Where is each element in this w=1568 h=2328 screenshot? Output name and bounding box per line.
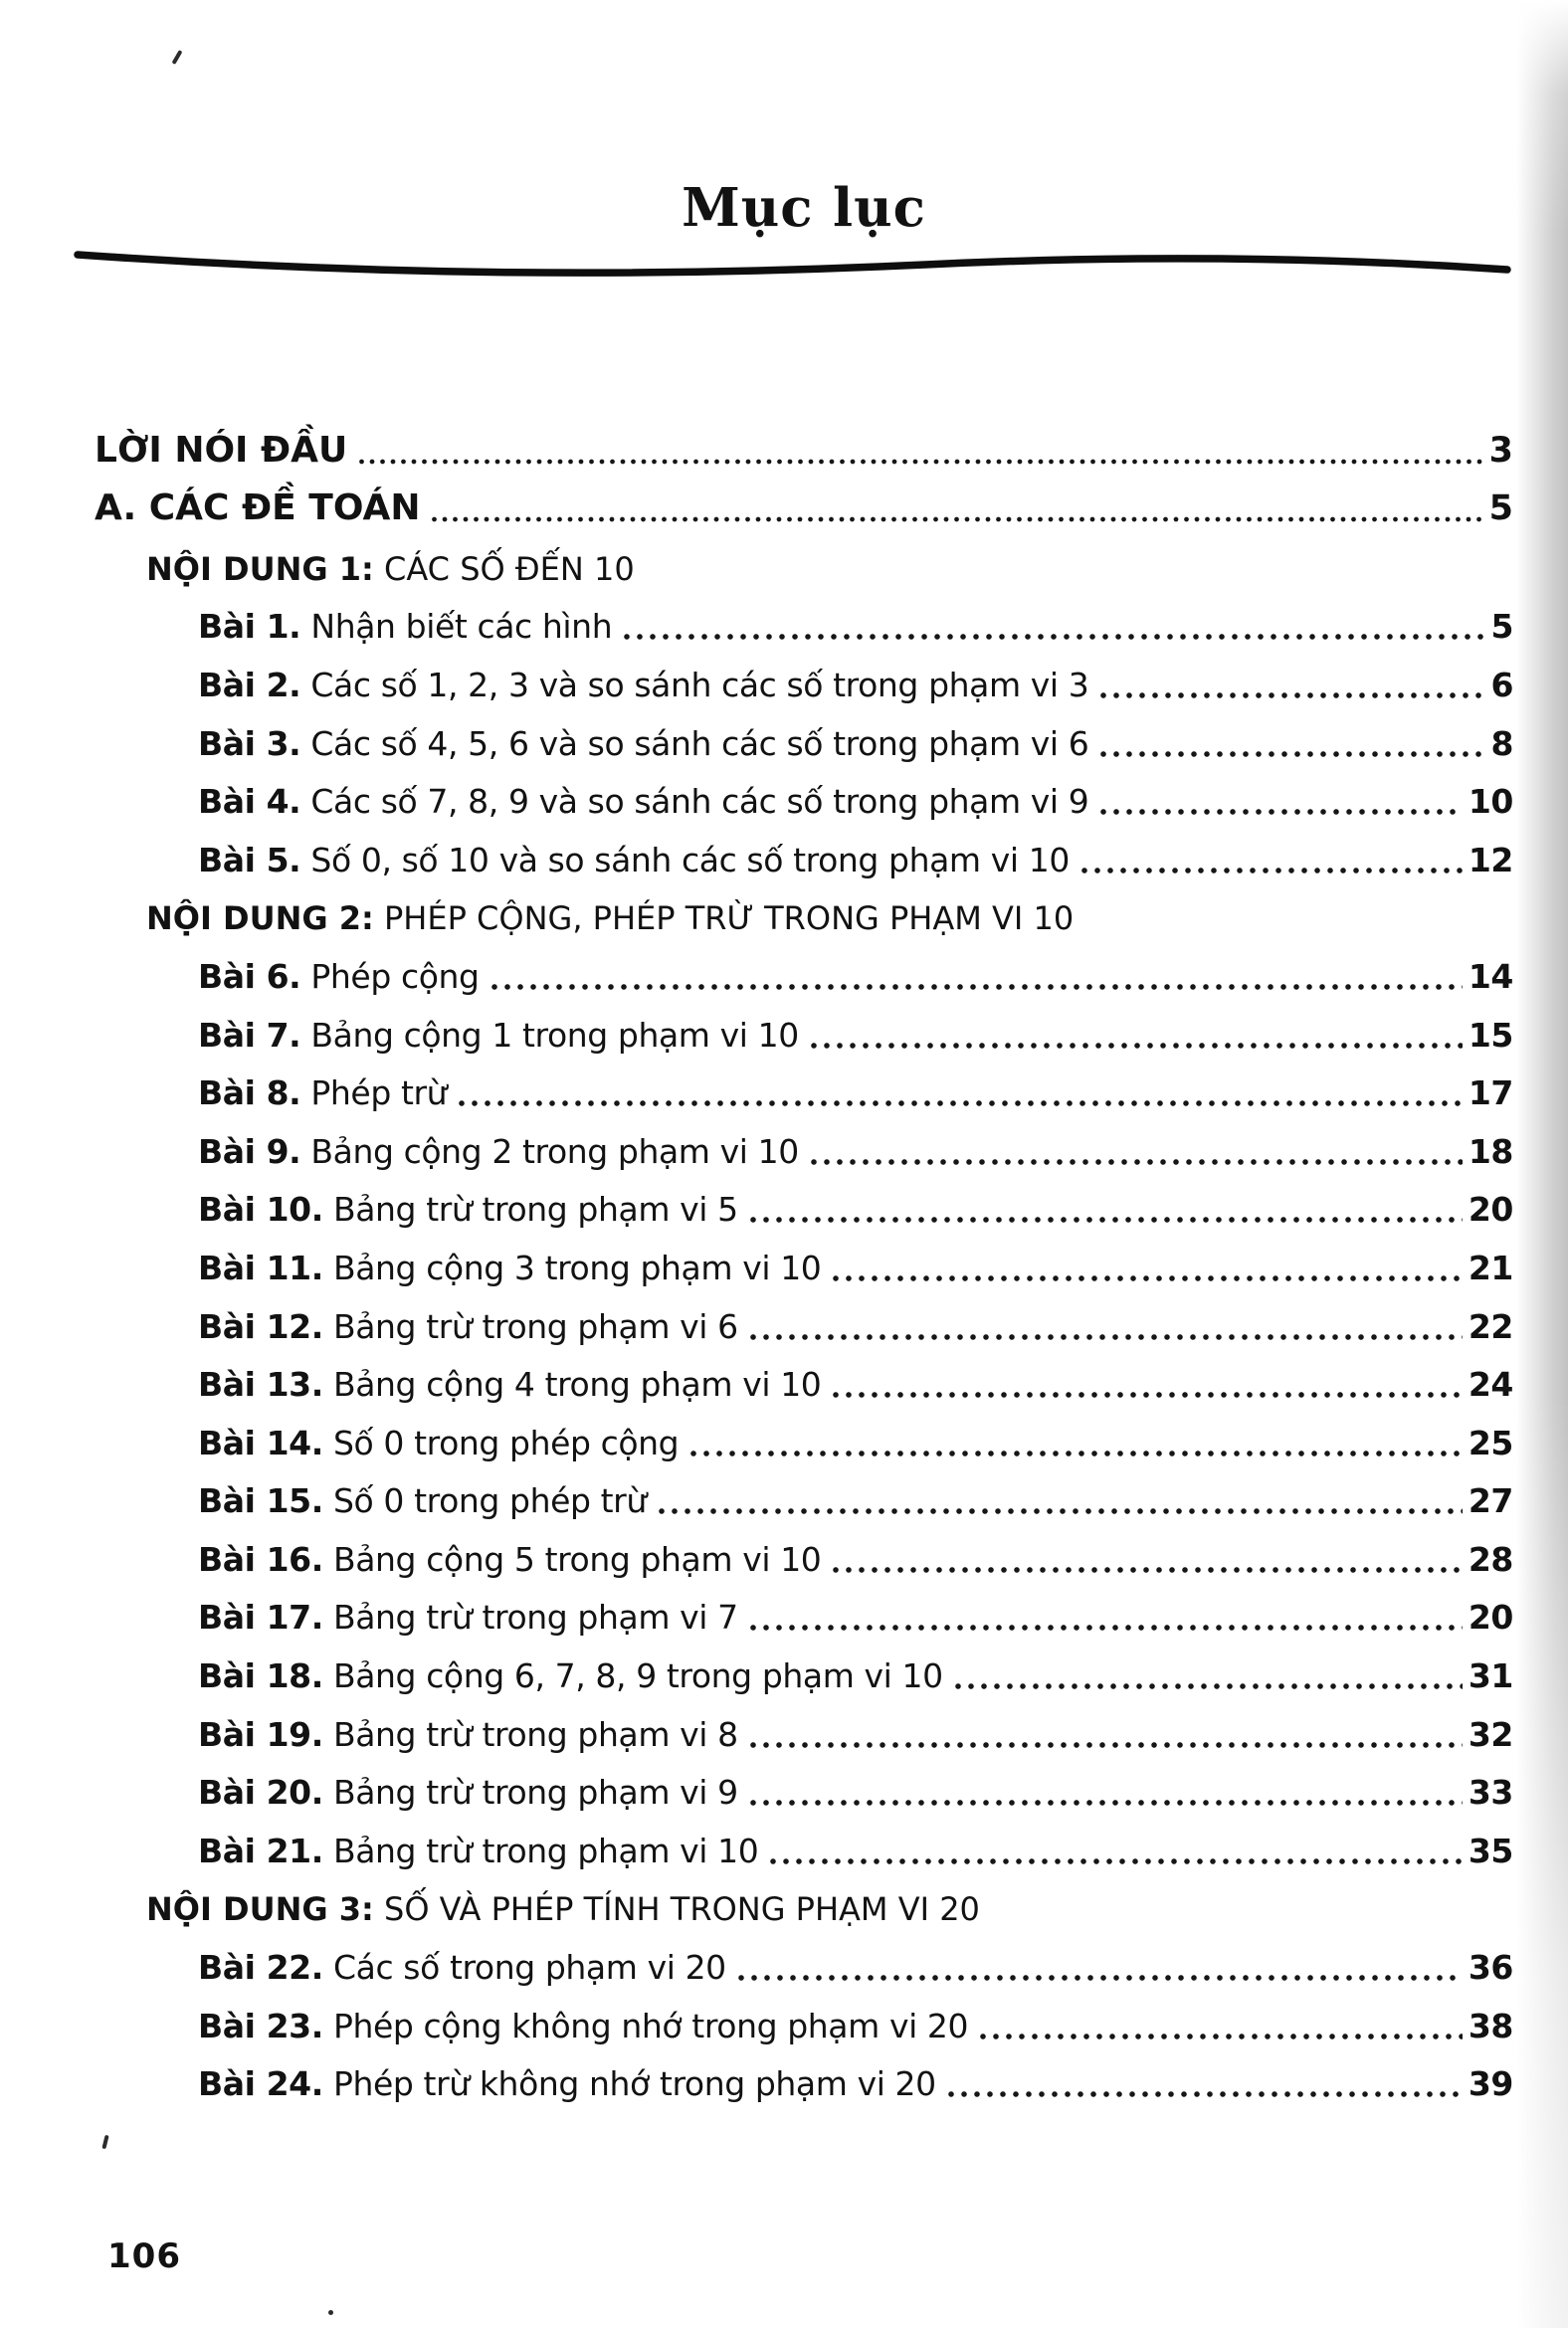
toc-entry-title: Bảng trừ trong phạm vi 6 xyxy=(322,1306,738,1346)
toc-entry-title: Số 0 trong phép trừ xyxy=(322,1481,647,1521)
toc-entry-prefix: Bài 12. xyxy=(198,1306,323,1346)
dot-leader xyxy=(750,1623,1463,1633)
toc-entry-prefix: Bài 18. xyxy=(198,1656,323,1696)
toc-entry-label xyxy=(198,840,1070,879)
toc-entry-title: Bảng cộng 5 trong phạm vi 10 xyxy=(322,1539,822,1579)
toc-entry-prefix: Bài 1. xyxy=(198,607,301,647)
dot-leader xyxy=(738,1973,1463,1983)
toc-entry-prefix: Bài 20. xyxy=(198,1773,323,1813)
toc-entry-title: Phép trừ xyxy=(300,1073,448,1113)
toc-entry-label xyxy=(198,607,613,647)
toc-row xyxy=(95,769,1513,828)
toc-page-number: 31 xyxy=(1468,1656,1513,1696)
toc-entry-prefix: Bài 15. xyxy=(198,1481,323,1521)
toc-row xyxy=(95,1352,1513,1411)
toc-row xyxy=(95,1934,1513,1993)
toc-entry-label xyxy=(146,549,635,588)
toc-entry-title: Phép trừ không nhớ trong phạm vi 20 xyxy=(322,2064,936,2104)
toc-page-number: 20 xyxy=(1468,1598,1513,1638)
dot-leader xyxy=(1100,807,1463,817)
toc-entry-prefix: NỘI DUNG 3: xyxy=(146,1890,374,1929)
toc-entry-label xyxy=(198,1539,822,1579)
dot-leader xyxy=(750,1215,1463,1225)
toc-entry-label xyxy=(198,1306,738,1346)
toc-entry-label xyxy=(95,487,421,529)
dot-leader xyxy=(750,1332,1463,1342)
toc-page-number: 33 xyxy=(1468,1773,1513,1813)
toc-entry-prefix: Bài 9. xyxy=(198,1131,301,1171)
page-title: Mục lục xyxy=(682,177,926,239)
scan-artifact xyxy=(328,2310,333,2315)
dot-leader xyxy=(948,2089,1463,2099)
toc-row xyxy=(95,478,1513,536)
toc-row xyxy=(95,710,1513,769)
dot-leader xyxy=(980,2032,1463,2041)
toc-page-number: 32 xyxy=(1468,1714,1513,1754)
toc-row xyxy=(95,943,1513,1002)
toc-entry-prefix: NỘI DUNG 1: xyxy=(146,549,374,588)
toc-entry-title: Bảng trừ trong phạm vi 10 xyxy=(322,1831,759,1870)
toc-row xyxy=(95,1818,1513,1876)
dot-leader xyxy=(750,1798,1463,1808)
toc-row xyxy=(95,594,1513,653)
toc-entry-prefix: A. CÁC ĐỀ TOÁN xyxy=(95,487,421,529)
toc-page-number: 28 xyxy=(1468,1539,1513,1579)
toc-row xyxy=(95,827,1513,885)
dot-leader xyxy=(833,1390,1462,1400)
toc-row xyxy=(95,1293,1513,1352)
toc-row xyxy=(95,1643,1513,1701)
toc-entry-prefix: Bài 7. xyxy=(198,1015,301,1055)
toc-row xyxy=(95,1876,1513,1935)
dot-leader xyxy=(491,982,1463,992)
toc-entry-prefix: Bài 19. xyxy=(198,1714,323,1754)
toc-page-number: 18 xyxy=(1468,1131,1513,1171)
toc-row xyxy=(95,1993,1513,2051)
toc-entry-label xyxy=(198,1015,799,1055)
toc-page-number: 36 xyxy=(1468,1948,1513,1988)
toc-entry-title: Bảng cộng 1 trong phạm vi 10 xyxy=(300,1015,799,1055)
toc-entry-prefix: LỜI NÓI ĐẦU xyxy=(95,429,348,471)
toc-entry-title: Bảng trừ trong phạm vi 5 xyxy=(322,1190,738,1230)
toc-row xyxy=(95,652,1513,710)
toc-entry-prefix: Bài 11. xyxy=(198,1248,323,1287)
toc-entry-prefix: Bài 2. xyxy=(198,665,301,704)
scan-artifact xyxy=(101,2135,108,2150)
toc-entry-label xyxy=(198,782,1089,822)
toc-entry-label xyxy=(198,1656,943,1696)
dot-leader xyxy=(1081,866,1463,875)
dot-leader xyxy=(432,514,1482,524)
toc-entry-prefix: Bài 24. xyxy=(198,2064,323,2104)
toc-entry-title: Các số 1, 2, 3 và so sánh các số trong phạm vi 3 xyxy=(300,665,1089,704)
toc-page-number: 27 xyxy=(1468,1481,1513,1521)
dot-leader xyxy=(955,1681,1463,1691)
toc-entry-title: CÁC SỐ ĐẾN 10 xyxy=(373,549,635,588)
toc-entry-prefix: Bài 14. xyxy=(198,1423,323,1462)
toc-entry-prefix: Bài 10. xyxy=(198,1190,323,1230)
toc-page-number: 25 xyxy=(1468,1423,1513,1462)
toc-entry-title: Số 0, số 10 và so sánh các số trong phạm vi 10 xyxy=(300,840,1070,879)
dot-leader xyxy=(1100,690,1484,700)
toc-row xyxy=(95,1526,1513,1585)
toc-page-number: 24 xyxy=(1468,1365,1513,1405)
toc-page-number: 8 xyxy=(1490,723,1513,763)
toc-entry-title: Số 0 trong phép cộng xyxy=(322,1423,680,1462)
toc-entry-prefix: Bài 8. xyxy=(198,1073,301,1113)
toc-entry-label xyxy=(198,1073,448,1113)
toc-entry-title: Bảng trừ trong phạm vi 7 xyxy=(322,1598,738,1638)
toc-entry-label xyxy=(198,1948,726,1988)
toc-row xyxy=(95,1177,1513,1236)
dot-leader xyxy=(833,1273,1462,1283)
toc-entry-title: Bảng cộng 3 trong phạm vi 10 xyxy=(322,1248,822,1287)
toc-entry-prefix: Bài 4. xyxy=(198,782,301,822)
toc-entry-prefix: Bài 3. xyxy=(198,723,301,763)
toc-page-number: 39 xyxy=(1468,2064,1513,2104)
toc-page-number: 14 xyxy=(1468,956,1513,996)
toc-entry-title: Bảng cộng 2 trong phạm vi 10 xyxy=(300,1131,799,1171)
toc-entry-title: Các số 4, 5, 6 và so sánh các số trong phạm vi 6 xyxy=(300,723,1089,763)
toc-entry-title: Phép cộng xyxy=(300,956,480,996)
dot-leader xyxy=(624,632,1484,642)
dot-leader xyxy=(750,1740,1463,1750)
toc-entry-prefix: NỘI DUNG 2: xyxy=(146,899,374,938)
toc-entry-label xyxy=(198,956,480,996)
toc-entry-label xyxy=(198,1598,738,1638)
toc-row xyxy=(95,1002,1513,1061)
toc-entry-prefix: Bài 13. xyxy=(198,1365,323,1405)
toc-entry-title: Bảng cộng 6, 7, 8, 9 trong phạm vi 10 xyxy=(322,1656,943,1696)
toc-entry-label xyxy=(198,1423,680,1462)
toc-entry-title: Nhận biết các hình xyxy=(300,607,613,647)
toc-entry-label xyxy=(198,1773,738,1813)
toc-row xyxy=(95,535,1513,594)
toc-row xyxy=(95,1701,1513,1760)
toc-page-number: 10 xyxy=(1468,782,1513,822)
toc-entry-label xyxy=(198,1831,759,1870)
toc-row xyxy=(95,1118,1513,1177)
toc-entry-label xyxy=(198,1248,822,1287)
toc-entry-title: SỐ VÀ PHÉP TÍNH TRONG PHẠM VI 20 xyxy=(373,1890,980,1929)
toc-row xyxy=(95,885,1513,944)
toc-page-number: 12 xyxy=(1468,840,1513,879)
toc-page-number: 38 xyxy=(1468,2006,1513,2045)
toc-page-number: 5 xyxy=(1490,607,1513,647)
toc-page-number: 20 xyxy=(1468,1190,1513,1230)
dot-leader xyxy=(1100,749,1484,759)
toc-page-number: 6 xyxy=(1490,665,1513,704)
toc-row xyxy=(95,1061,1513,1119)
toc-entry-prefix: Bài 22. xyxy=(198,1948,323,1988)
toc-entry-prefix: Bài 6. xyxy=(198,956,301,996)
toc-entry-title: Phép cộng không nhớ trong phạm vi 20 xyxy=(322,2006,969,2045)
dot-leader xyxy=(811,1041,1463,1051)
dot-leader xyxy=(811,1157,1463,1167)
page-number-footer: 106 xyxy=(107,2236,181,2276)
dot-leader xyxy=(359,457,1482,467)
toc-row xyxy=(95,1760,1513,1819)
toc-row xyxy=(95,1585,1513,1644)
dot-leader xyxy=(659,1506,1463,1516)
toc-entry-prefix: Bài 21. xyxy=(198,1831,323,1870)
title-underline-rule xyxy=(0,0,1568,318)
toc-entry-label xyxy=(198,1190,738,1230)
dot-leader xyxy=(833,1565,1462,1575)
toc-entry-title: Các số 7, 8, 9 và so sánh các số trong phạm vi 9 xyxy=(300,782,1089,822)
toc-page-number: 5 xyxy=(1488,488,1513,529)
toc-entry-label xyxy=(198,665,1089,704)
book-edge-shadow xyxy=(1516,0,1568,2328)
toc-entry-prefix: Bài 16. xyxy=(198,1539,323,1579)
toc-entry-title: PHÉP CỘNG, PHÉP TRỪ TRONG PHẠM VI 10 xyxy=(373,899,1075,938)
toc-row xyxy=(95,2051,1513,2110)
toc-entry-label xyxy=(146,899,1075,938)
toc-row xyxy=(95,1410,1513,1468)
toc-entry-label xyxy=(198,1131,799,1171)
toc-entry-title: Bảng trừ trong phạm vi 9 xyxy=(322,1773,738,1813)
toc-entry-label xyxy=(146,1890,980,1929)
toc-entry-title: Bảng trừ trong phạm vi 8 xyxy=(322,1714,738,1754)
toc-page-number: 17 xyxy=(1468,1073,1513,1113)
toc-page-number: 35 xyxy=(1468,1831,1513,1870)
toc-entry-prefix: Bài 5. xyxy=(198,840,301,879)
toc-entry-label xyxy=(198,1365,822,1405)
toc-entry-title: Các số trong phạm vi 20 xyxy=(322,1948,726,1988)
toc-page-number: 15 xyxy=(1468,1015,1513,1055)
toc-entry-label xyxy=(198,1481,647,1521)
toc-row xyxy=(95,1468,1513,1527)
toc-entry-prefix: Bài 23. xyxy=(198,2006,323,2045)
dot-leader xyxy=(690,1449,1463,1458)
toc-entry-label xyxy=(95,429,348,471)
dot-leader xyxy=(459,1098,1463,1108)
toc-entry-label xyxy=(198,2006,969,2045)
toc-page-number: 22 xyxy=(1468,1306,1513,1346)
toc-row xyxy=(95,419,1513,478)
toc-entry-prefix: Bài 17. xyxy=(198,1598,323,1638)
toc-entry-label xyxy=(198,723,1089,763)
dot-leader xyxy=(770,1856,1463,1866)
toc-row xyxy=(95,1235,1513,1293)
toc-entry-title: Bảng cộng 4 trong phạm vi 10 xyxy=(322,1365,822,1405)
toc-entry-label xyxy=(198,2064,936,2104)
table-of-contents xyxy=(95,419,1513,2109)
toc-page-number: 3 xyxy=(1488,430,1513,471)
toc-page-number: 21 xyxy=(1468,1248,1513,1287)
toc-entry-label xyxy=(198,1714,738,1754)
